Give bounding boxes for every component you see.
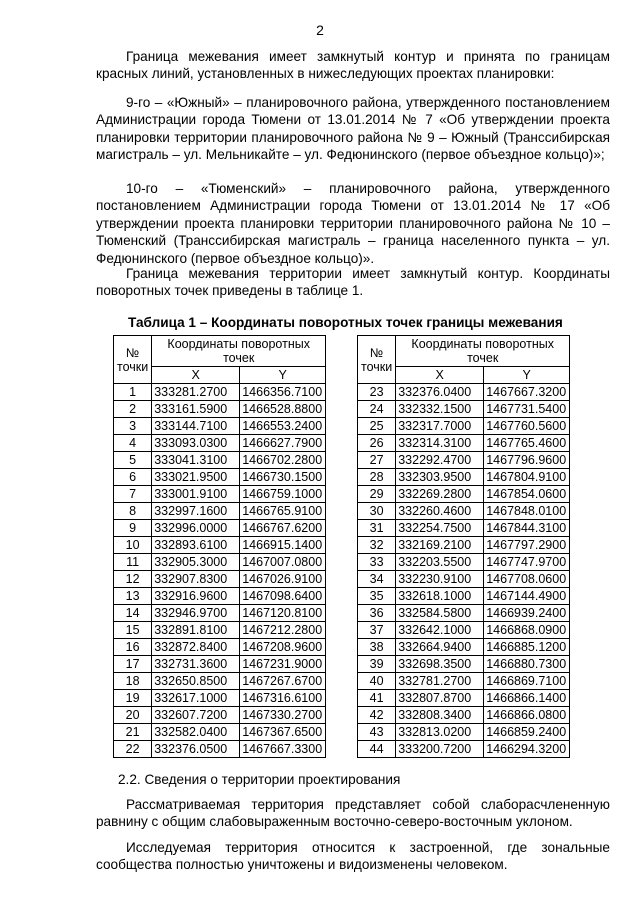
x-coordinate-cell: 332314.3100: [396, 435, 484, 452]
x-coordinate-cell: 332650.8500: [152, 673, 240, 690]
point-number-cell: 7: [114, 486, 152, 503]
table-row: [358, 469, 570, 486]
y-coordinate-cell: 1466869.7100: [484, 673, 570, 690]
table-row: [358, 707, 570, 724]
x-coordinate-cell: 332907.8300: [152, 571, 240, 588]
header-coordinates: Координаты поворотных точек: [152, 336, 326, 367]
point-number-cell: 18: [114, 673, 152, 690]
y-coordinate-cell: 1466915.1400: [240, 537, 326, 554]
table-row: [358, 605, 570, 622]
table-row: [114, 724, 326, 741]
y-coordinate-cell: 1467026.9100: [240, 571, 326, 588]
y-coordinate-cell: 1466866.1400: [484, 690, 570, 707]
point-number-cell: 3: [114, 418, 152, 435]
coords-table-left: [113, 335, 326, 758]
x-coordinate-cell: 333200.7200: [396, 741, 484, 758]
y-coordinate-cell: 1467098.6400: [240, 588, 326, 605]
table-row: [114, 588, 326, 605]
x-coordinate-cell: 332260.4600: [396, 503, 484, 520]
table-row: [114, 639, 326, 656]
table-row: [358, 452, 570, 469]
table-row: [358, 486, 570, 503]
x-coordinate-cell: 333001.9100: [152, 486, 240, 503]
section-paragraph-2: Исследуемая территория относится к застроенной, где зональные сообщества полностью уничтожены и видоизменены человеком.: [96, 840, 610, 873]
y-coordinate-cell: 1467208.9600: [240, 639, 326, 656]
y-coordinate-cell: 1466765.9100: [240, 503, 326, 520]
section-heading: 2.2. Сведения о территории проектирования: [118, 772, 401, 787]
table-row: [358, 656, 570, 673]
x-coordinate-cell: 332996.0000: [152, 520, 240, 537]
point-number-cell: 17: [114, 656, 152, 673]
x-coordinate-cell: 332376.0500: [152, 741, 240, 758]
point-number-cell: 28: [358, 469, 396, 486]
table-row: [114, 384, 326, 401]
y-coordinate-cell: 1466528.8800: [240, 401, 326, 418]
coords-table-right: [357, 335, 570, 758]
table-row: [114, 554, 326, 571]
point-number-cell: 31: [358, 520, 396, 537]
header-x: X: [396, 367, 484, 384]
page-number: 2: [316, 22, 324, 38]
x-coordinate-cell: 332808.3400: [396, 707, 484, 724]
table-row: [114, 469, 326, 486]
point-number-cell: 14: [114, 605, 152, 622]
y-coordinate-cell: 1467007.0800: [240, 554, 326, 571]
table-row: [358, 724, 570, 741]
point-number-cell: 9: [114, 520, 152, 537]
header-y: Y: [240, 367, 326, 384]
table-row: [358, 418, 570, 435]
x-coordinate-cell: 332317.7000: [396, 418, 484, 435]
y-coordinate-cell: 1466880.7300: [484, 656, 570, 673]
point-number-cell: 38: [358, 639, 396, 656]
point-number-cell: 21: [114, 724, 152, 741]
point-number-cell: 12: [114, 571, 152, 588]
x-coordinate-cell: 333041.3100: [152, 452, 240, 469]
x-coordinate-cell: 333161.5900: [152, 401, 240, 418]
y-coordinate-cell: 1466702.2800: [240, 452, 326, 469]
y-coordinate-cell: 1466730.1500: [240, 469, 326, 486]
table-row: [114, 690, 326, 707]
point-number-cell: 22: [114, 741, 152, 758]
x-coordinate-cell: 332891.8100: [152, 622, 240, 639]
table-row: [114, 571, 326, 588]
y-coordinate-cell: 1467731.5400: [484, 401, 570, 418]
y-coordinate-cell: 1467267.6700: [240, 673, 326, 690]
x-coordinate-cell: 332642.1000: [396, 622, 484, 639]
point-number-cell: 26: [358, 435, 396, 452]
y-coordinate-cell: 1466294.3200: [484, 741, 570, 758]
table-row: [114, 741, 326, 758]
x-coordinate-cell: 332916.9600: [152, 588, 240, 605]
section-paragraph-1: Рассматриваемая территория представляет собой слаборасчлененную равнину с общим слабовыраженным восточно-северо-восточным уклоном.: [96, 797, 610, 830]
x-coordinate-cell: 333021.9500: [152, 469, 240, 486]
table-row: [114, 605, 326, 622]
table-row: [114, 503, 326, 520]
table-row: [358, 571, 570, 588]
table-row: [114, 452, 326, 469]
x-coordinate-cell: 332813.0200: [396, 724, 484, 741]
y-coordinate-cell: 1467708.0600: [484, 571, 570, 588]
y-coordinate-cell: 1467316.6100: [240, 690, 326, 707]
y-coordinate-cell: 1466868.0900: [484, 622, 570, 639]
x-coordinate-cell: 332664.9400: [396, 639, 484, 656]
table-row: [114, 401, 326, 418]
x-coordinate-cell: 332230.9100: [396, 571, 484, 588]
point-number-cell: 43: [358, 724, 396, 741]
point-number-cell: 8: [114, 503, 152, 520]
header-point-number: № точки: [114, 336, 152, 384]
y-coordinate-cell: 1467844.3100: [484, 520, 570, 537]
point-number-cell: 34: [358, 571, 396, 588]
table-title: Таблица 1 – Координаты поворотных точек границы межевания: [128, 315, 563, 330]
y-coordinate-cell: 1466866.0800: [484, 707, 570, 724]
x-coordinate-cell: 332731.3600: [152, 656, 240, 673]
header-point-number: № точки: [358, 336, 396, 384]
project-9-paragraph: 9-го – «Южный» – планировочного района, утвержденного постановлением Администрации города Тюмени от 13.01.2014 № 7 «Об утверждении проекта планировки территории планировочного района № 9 – Южный (Транссибирская магистраль – ул. Мельникайте – ул. Федюнинского (первое объездное кольцо)»;: [96, 95, 610, 163]
table-row: [358, 384, 570, 401]
table-row: [358, 639, 570, 656]
y-coordinate-cell: 1466767.6200: [240, 520, 326, 537]
y-coordinate-cell: 1467231.9000: [240, 656, 326, 673]
point-number-cell: 25: [358, 418, 396, 435]
x-coordinate-cell: 332303.9500: [396, 469, 484, 486]
project-10-paragraph: 10-го – «Тюменский» – планировочного района, утвержденного постановлением Администрации города Тюмени от 13.01.2014 № 17 «Об утверждении проекта планировки территории планировочного района № 10 – Тюменский (Транссибирская магистраль – граница населенного пункта – ул. Федюнинского (первое объездное кольцо)».: [96, 181, 610, 266]
point-number-cell: 16: [114, 639, 152, 656]
x-coordinate-cell: 332203.5500: [396, 554, 484, 571]
point-number-cell: 35: [358, 588, 396, 605]
table-row: [358, 435, 570, 452]
table-row: [358, 588, 570, 605]
y-coordinate-cell: 1467212.2800: [240, 622, 326, 639]
point-number-cell: 41: [358, 690, 396, 707]
x-coordinate-cell: 332582.0400: [152, 724, 240, 741]
table-row: [358, 537, 570, 554]
point-number-cell: 42: [358, 707, 396, 724]
point-number-cell: 10: [114, 537, 152, 554]
y-coordinate-cell: 1466553.2400: [240, 418, 326, 435]
x-coordinate-cell: 332376.0400: [396, 384, 484, 401]
x-coordinate-cell: 332997.1600: [152, 503, 240, 520]
table-row: [358, 401, 570, 418]
point-number-cell: 15: [114, 622, 152, 639]
point-number-cell: 19: [114, 690, 152, 707]
x-coordinate-cell: 332169.2100: [396, 537, 484, 554]
y-coordinate-cell: 1466356.7100: [240, 384, 326, 401]
x-coordinate-cell: 332781.2700: [396, 673, 484, 690]
table-row: [358, 622, 570, 639]
point-number-cell: 20: [114, 707, 152, 724]
closing-paragraph: Граница межевания территории имеет замкнутый контур. Координаты поворотных точек приведены в таблице 1.: [96, 266, 610, 299]
x-coordinate-cell: 332607.7200: [152, 707, 240, 724]
table-row: [114, 707, 326, 724]
header-coordinates: Координаты поворотных точек: [396, 336, 570, 367]
table-row: [114, 537, 326, 554]
y-coordinate-cell: 1467330.2700: [240, 707, 326, 724]
x-coordinate-cell: 332617.1000: [152, 690, 240, 707]
intro-paragraph: Граница межевания имеет замкнутый контур и принята по границам красных линий, установленных в нижеследующих проектах планировки:: [96, 49, 610, 82]
y-coordinate-cell: 1467144.4900: [484, 588, 570, 605]
y-coordinate-cell: 1467796.9600: [484, 452, 570, 469]
point-number-cell: 39: [358, 656, 396, 673]
table-row: [114, 418, 326, 435]
point-number-cell: 4: [114, 435, 152, 452]
table-row: [358, 690, 570, 707]
header-x: X: [152, 367, 240, 384]
point-number-cell: 2: [114, 401, 152, 418]
point-number-cell: 32: [358, 537, 396, 554]
point-number-cell: 33: [358, 554, 396, 571]
table-row: [358, 741, 570, 758]
table-row: [114, 520, 326, 537]
x-coordinate-cell: 332332.1500: [396, 401, 484, 418]
x-coordinate-cell: 332946.9700: [152, 605, 240, 622]
y-coordinate-cell: 1467667.3200: [484, 384, 570, 401]
point-number-cell: 40: [358, 673, 396, 690]
y-coordinate-cell: 1467848.0100: [484, 503, 570, 520]
x-coordinate-cell: 332292.4700: [396, 452, 484, 469]
point-number-cell: 37: [358, 622, 396, 639]
x-coordinate-cell: 332698.3500: [396, 656, 484, 673]
point-number-cell: 5: [114, 452, 152, 469]
table-row: [114, 435, 326, 452]
y-coordinate-cell: 1467804.9100: [484, 469, 570, 486]
table-row: [358, 554, 570, 571]
x-coordinate-cell: 333281.2700: [152, 384, 240, 401]
y-coordinate-cell: 1467854.0600: [484, 486, 570, 503]
x-coordinate-cell: 332872.8400: [152, 639, 240, 656]
x-coordinate-cell: 333144.7100: [152, 418, 240, 435]
point-number-cell: 29: [358, 486, 396, 503]
y-coordinate-cell: 1467367.6500: [240, 724, 326, 741]
table-row: [114, 673, 326, 690]
x-coordinate-cell: 332807.8700: [396, 690, 484, 707]
point-number-cell: 36: [358, 605, 396, 622]
y-coordinate-cell: 1467667.3300: [240, 741, 326, 758]
header-y: Y: [484, 367, 570, 384]
point-number-cell: 13: [114, 588, 152, 605]
x-coordinate-cell: 332584.5800: [396, 605, 484, 622]
point-number-cell: 6: [114, 469, 152, 486]
x-coordinate-cell: 333093.0300: [152, 435, 240, 452]
y-coordinate-cell: 1467760.5600: [484, 418, 570, 435]
point-number-cell: 30: [358, 503, 396, 520]
y-coordinate-cell: 1466939.2400: [484, 605, 570, 622]
table-row: [358, 673, 570, 690]
table-row: [114, 622, 326, 639]
y-coordinate-cell: 1466885.1200: [484, 639, 570, 656]
x-coordinate-cell: 332618.1000: [396, 588, 484, 605]
x-coordinate-cell: 332905.3000: [152, 554, 240, 571]
y-coordinate-cell: 1467120.8100: [240, 605, 326, 622]
x-coordinate-cell: 332269.2800: [396, 486, 484, 503]
y-coordinate-cell: 1466859.2400: [484, 724, 570, 741]
y-coordinate-cell: 1467747.9700: [484, 554, 570, 571]
table-row: [358, 503, 570, 520]
point-number-cell: 27: [358, 452, 396, 469]
y-coordinate-cell: 1466759.1000: [240, 486, 326, 503]
point-number-cell: 11: [114, 554, 152, 571]
point-number-cell: 1: [114, 384, 152, 401]
y-coordinate-cell: 1467797.2900: [484, 537, 570, 554]
table-row: [114, 486, 326, 503]
point-number-cell: 44: [358, 741, 396, 758]
point-number-cell: 24: [358, 401, 396, 418]
y-coordinate-cell: 1467765.4600: [484, 435, 570, 452]
x-coordinate-cell: 332893.6100: [152, 537, 240, 554]
table-row: [358, 520, 570, 537]
x-coordinate-cell: 332254.7500: [396, 520, 484, 537]
table-row: [114, 656, 326, 673]
point-number-cell: 23: [358, 384, 396, 401]
y-coordinate-cell: 1466627.7900: [240, 435, 326, 452]
